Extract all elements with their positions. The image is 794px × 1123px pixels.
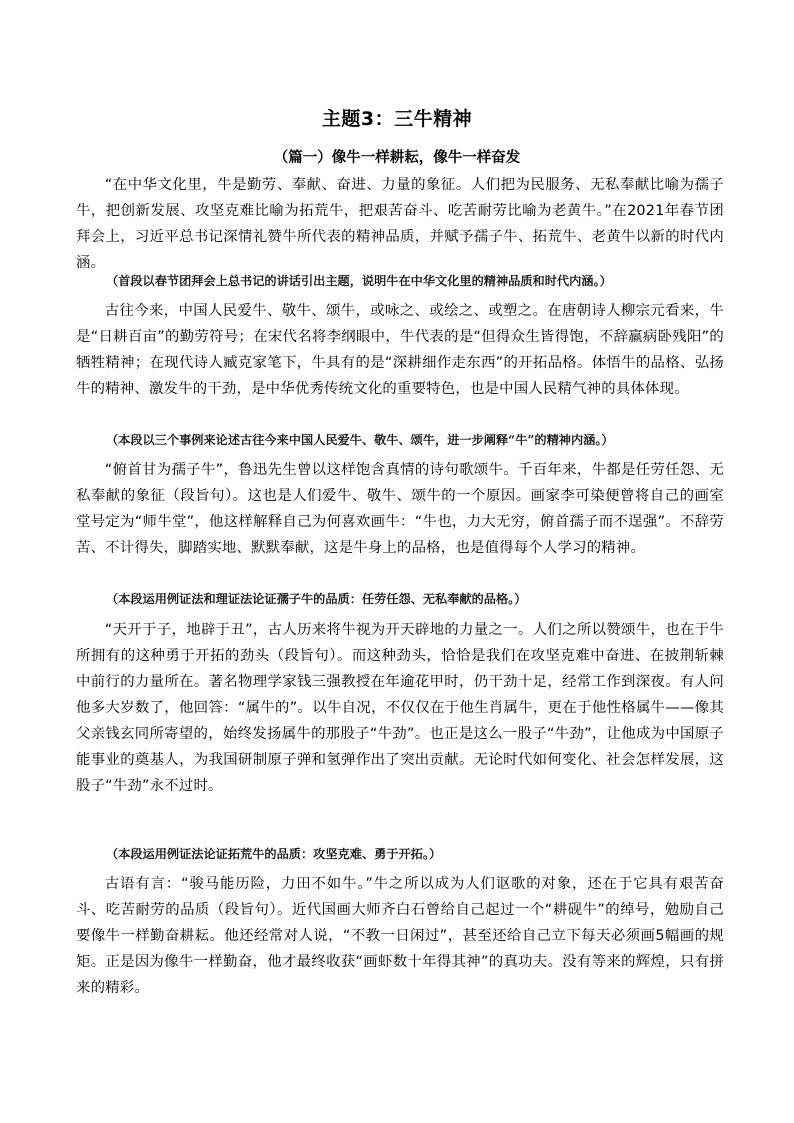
annotation-note: （本段运用例证法论证拓荒牛的品质：攻坚克难、勇于开拓。） [106, 847, 442, 861]
annotation-note: （首段以春节团拜会上总书记的讲话引出主题，说明牛在中华文化里的精神品质和时代内涵。） [106, 274, 612, 288]
paragraph-2-block [76, 298, 724, 402]
paragraph: “天开于子，地辟于丑”，古人历来将牛视为开天辟地的力量之一。人们之所以赞颂牛，也在于牛所拥有的这种勇于开拓的劲头（段旨句）。而这种劲头，恰恰是我们在攻坚克难中奋进、在披荆斩棘中前行的力量所在。著名物理学家钱三强教授在年逾花甲时，仍干劲十足，经常工作到深夜。有人问他多大岁数了，他回答：“属牛的”。以牛自况，不仅仅在于他生肖属牛，更在于他性格属牛——像其父亲钱玄同所寄望的，始终发扬属牛的那股子“牛劲”。也正是这么一股子“牛劲”，让他成为中国原子能事业的奠基人，为我国研制原子弹和氢弹作出了突出贡献。无论时代如何变化、社会怎样发展，这股子“牛劲”永不过时。 [76, 622, 724, 794]
page-title: 主题3：三牛精神 [321, 108, 473, 130]
paragraph-5-block [76, 871, 724, 1001]
paragraph-4-block [76, 617, 724, 799]
paragraph: 古往今来，中国人民爱牛、敬牛、颂牛，或咏之、或绘之、或塑之。在唐朝诗人柳宗元看来，牛是“日耕百亩”的勤劳符号；在宋代名将李纲眼中，牛代表的是“但得众生皆得饱，不辞羸病卧残阳”的牺牲精神；在现代诗人臧克家笔下，牛具有的是“深耕细作走东西”的开拓品格。体悟牛的品格、弘扬牛的精神、激发牛的干劲，是中华优秀传统文化的重要特色，也是中国人民精气神的具体体现。 [76, 303, 724, 397]
paragraph: “俯首甘为孺子牛”，鲁迅先生曾以这样饱含真情的诗句歌颂牛。千百年来，牛都是任劳任怨、无私奉献的象征（段旨句）。这也是人们爱牛、敬牛、颂牛的一个原因。画家李可染便曾将自己的画室堂号定为“师牛堂”，他这样解释自己为何喜欢画牛：“牛也，力大无穷，俯首孺子而不逞强”。不辞劳苦、不计得失，脚踏实地、默默奉献，这是牛身上的品格，也是值得每个人学习的精神。 [76, 462, 724, 556]
annotation-note: （本段运用例证法和理证法论证孺子牛的品质：任劳任怨、无私奉献的品格。） [106, 592, 527, 606]
paragraph-3-block [76, 457, 724, 561]
paragraph: “在中华文化里，牛是勤劳、奉献、奋进、力量的象征。人们把为民服务、无私奉献比喻为孺子牛，把创新发展、攻坚克难比喻为拓荒牛，把艰苦奋斗、吃苦耐劳比喻为老黄牛。”在2021年春节团拜会上，习近平总书记深情礼赞牛所代表的精神品质，并赋予孺子牛、拓荒牛、老黄牛以新的时代内涵。 [76, 177, 724, 271]
paragraph: 古语有言：“骏马能历险，力田不如牛。”牛之所以成为人们讴歌的对象，还在于它具有艰苦奋斗、吃苦耐劳的品质（段旨句）。近代国画大师齐白石曾给自己起过一个“耕砚牛”的绰号，勉励自己要像牛一样勤奋耕耘。他还经常对人说，“不教一日闲过”，甚至还给自己立下每天必须画5幅画的规矩。正是因为像牛一样勤奋，他才最终收获“画虾数十年得其神”的真功夫。没有等来的辉煌，只有拼来的精彩。 [76, 876, 724, 996]
section-subtitle: （篇一）像牛一样耕耘，像牛一样奋发 [273, 149, 521, 166]
annotation-note: （本段以三个事例来论述古往今来中国人民爱牛、敬牛、颂牛，进一步阐释“牛”的精神内涵。） [106, 433, 614, 447]
paragraph-1-block [76, 172, 724, 276]
